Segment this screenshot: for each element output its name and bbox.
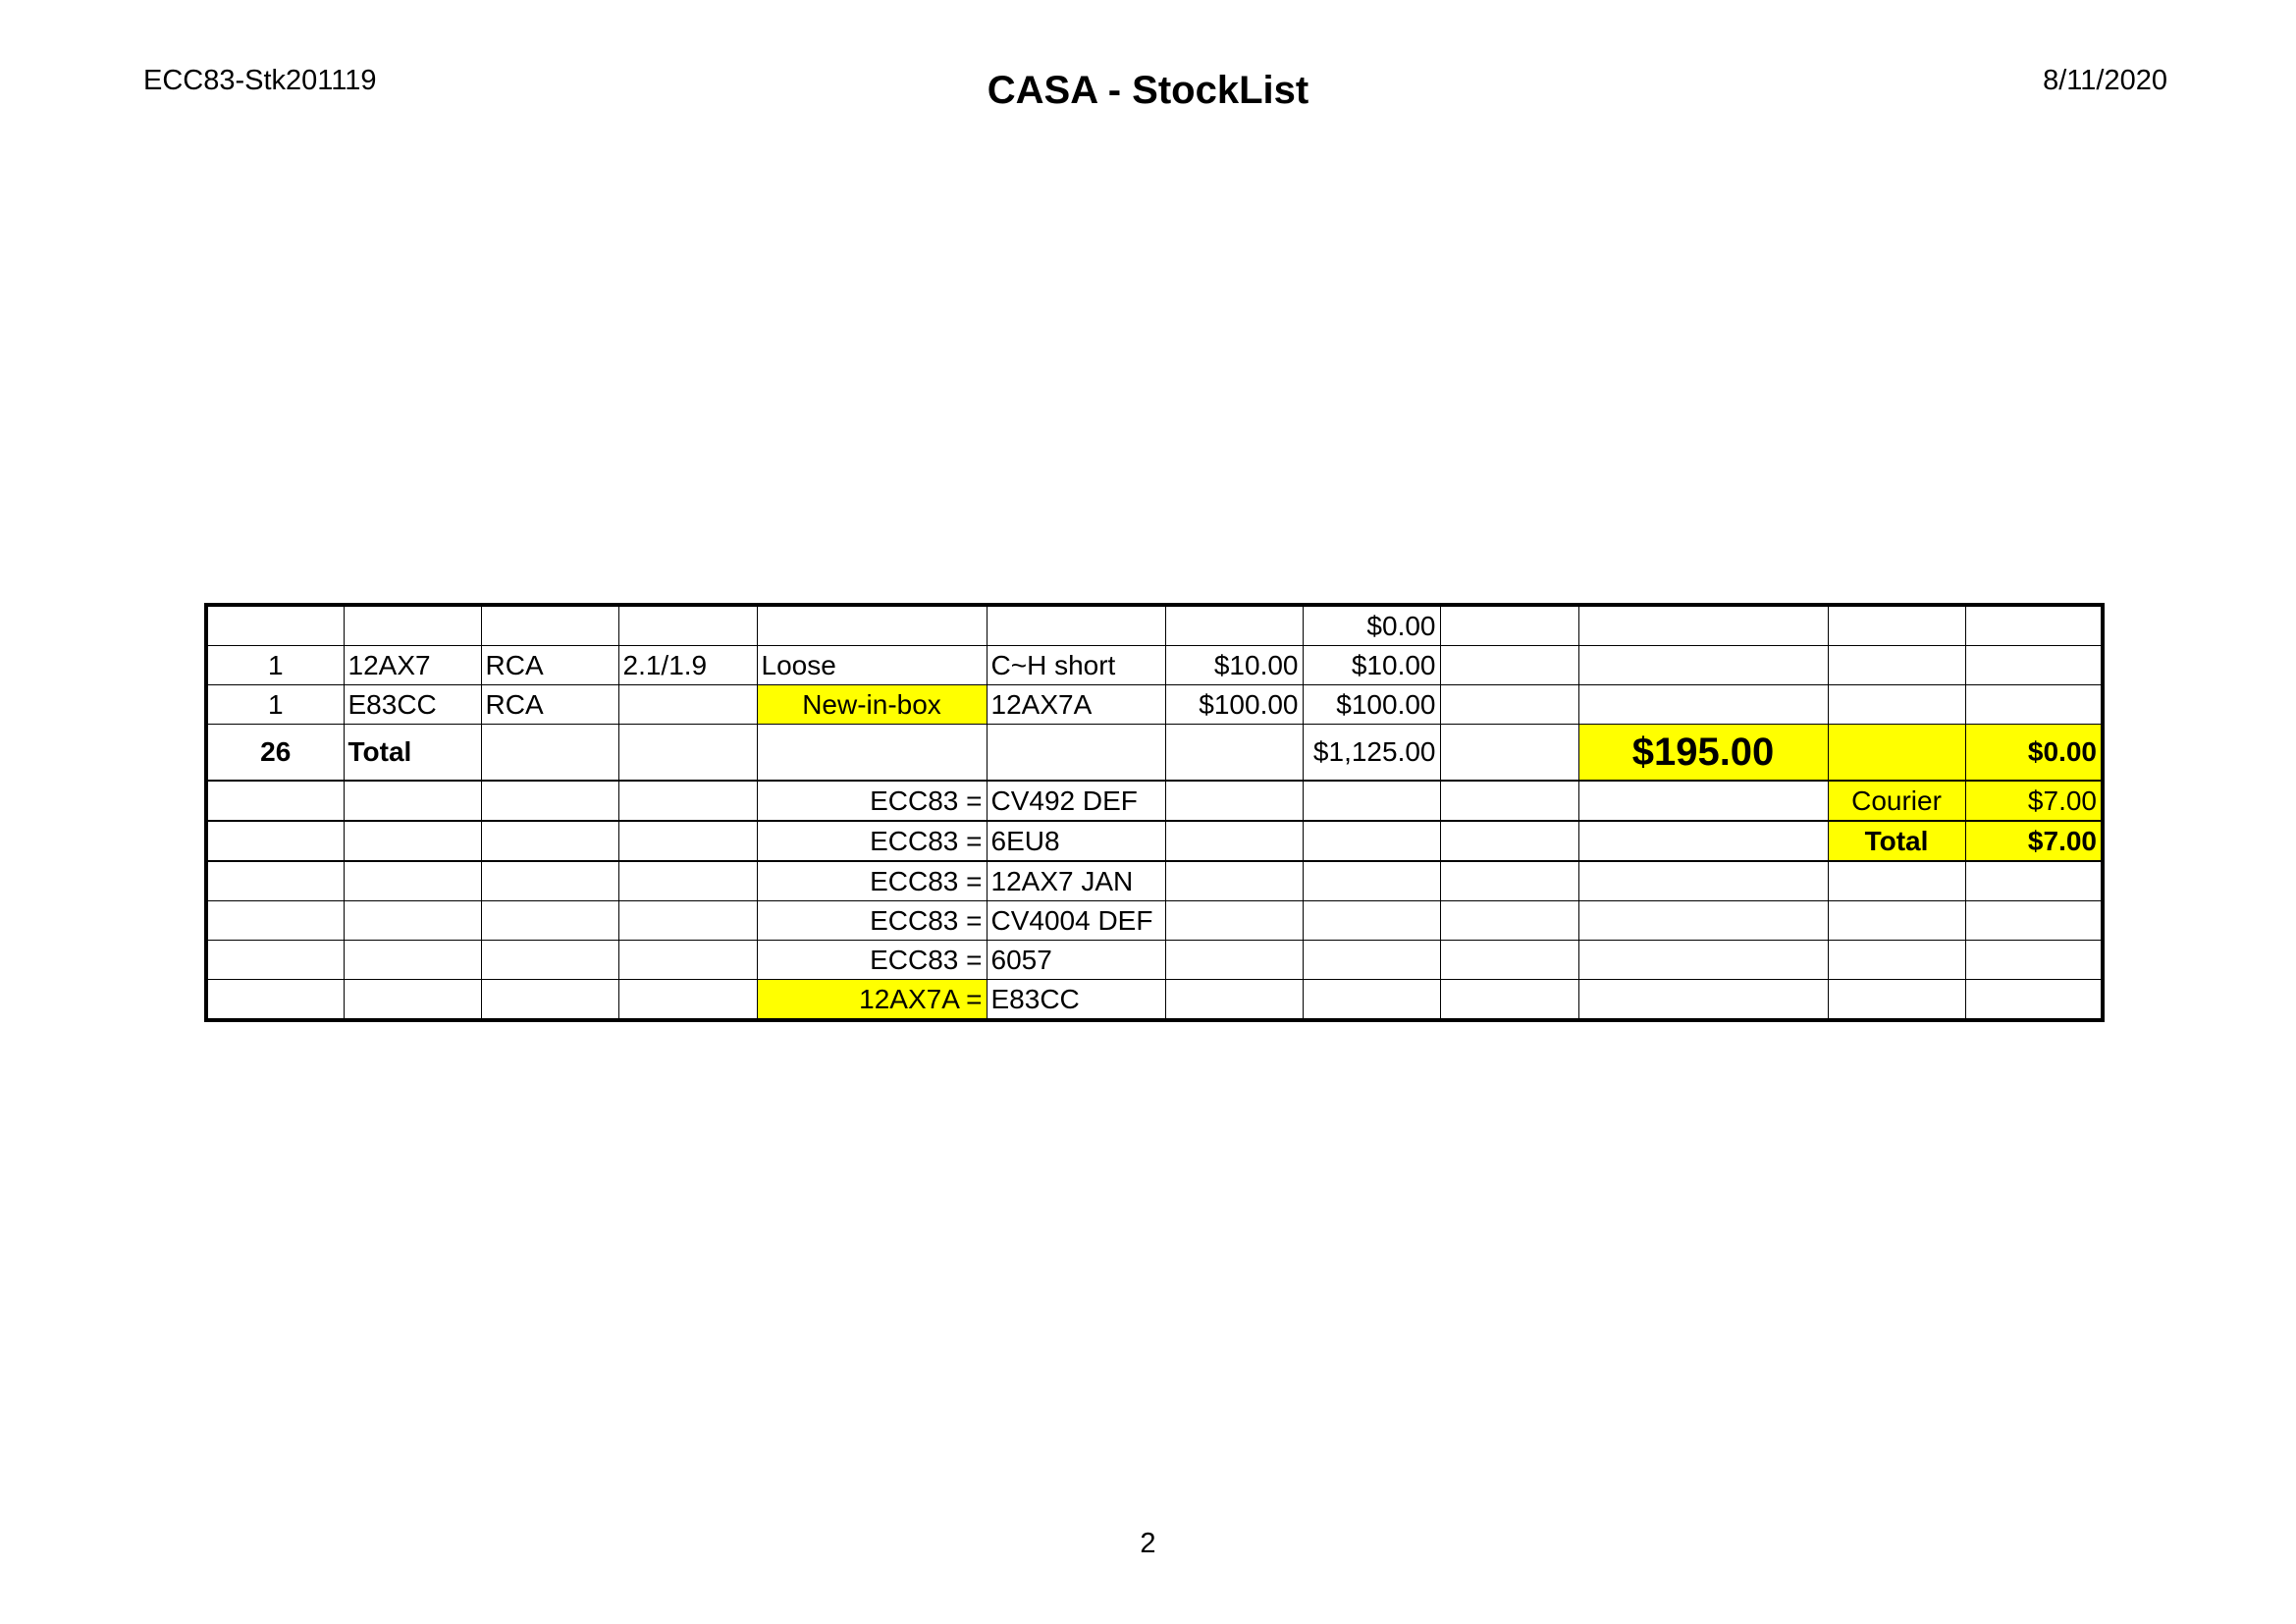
total-label-cell: Total bbox=[344, 725, 481, 782]
price-cell: $10.00 bbox=[1165, 646, 1303, 685]
row-total-cell: $0.00 bbox=[1303, 605, 1440, 646]
qty-cell: 1 bbox=[206, 685, 344, 725]
header-date: 8/11/2020 bbox=[2043, 65, 2167, 96]
equivalent-left-cell: ECC83 = bbox=[757, 821, 987, 861]
equivalent-right-cell: E83CC bbox=[987, 980, 1165, 1021]
row-total-cell: $10.00 bbox=[1303, 646, 1440, 685]
equivalent-left-cell: ECC83 = bbox=[757, 941, 987, 980]
shipping-total-value-cell: $7.00 bbox=[1965, 821, 2103, 861]
equivalent-left-cell: ECC83 = bbox=[757, 781, 987, 821]
page-number: 2 bbox=[1140, 1528, 1156, 1559]
type-cell: E83CC bbox=[344, 685, 481, 725]
table-row bbox=[206, 941, 2103, 980]
table-row bbox=[206, 821, 2103, 861]
table-row-total bbox=[206, 725, 2103, 782]
price-cell: $100.00 bbox=[1165, 685, 1303, 725]
equivalent-right-cell: CV4004 DEF bbox=[987, 901, 1165, 941]
table-row bbox=[206, 685, 2103, 725]
equivalent-right-cell: 6057 bbox=[987, 941, 1165, 980]
equivalent-left-cell-highlighted: 12AX7A = bbox=[757, 980, 987, 1021]
header-filename: ECC83-Stk201119 bbox=[143, 65, 377, 96]
note-cell: 12AX7A bbox=[987, 685, 1165, 725]
equivalent-left-cell: ECC83 = bbox=[757, 901, 987, 941]
equivalent-right-cell: 12AX7 JAN bbox=[987, 861, 1165, 901]
table-row bbox=[206, 781, 2103, 821]
courier-label-cell: Courier bbox=[1828, 781, 1965, 821]
page-title: CASA - StockList bbox=[987, 69, 1309, 112]
pack-cell-highlighted: New-in-box bbox=[757, 685, 987, 725]
table-row bbox=[206, 605, 2103, 646]
brand-cell: RCA bbox=[481, 685, 618, 725]
table-row bbox=[206, 980, 2103, 1021]
type-cell: 12AX7 bbox=[344, 646, 481, 685]
table-row bbox=[206, 861, 2103, 901]
table-row bbox=[206, 901, 2103, 941]
extra-total-cell: $0.00 bbox=[1965, 725, 2103, 782]
equivalent-right-cell: CV492 DEF bbox=[987, 781, 1165, 821]
brand-cell: RCA bbox=[481, 646, 618, 685]
stock-table bbox=[204, 603, 2105, 1022]
sum-total-cell: $1,125.00 bbox=[1303, 725, 1440, 782]
grand-total-cell: $195.00 bbox=[1578, 725, 1828, 782]
test-cell: 2.1/1.9 bbox=[618, 646, 757, 685]
qty-cell: 1 bbox=[206, 646, 344, 685]
shipping-total-label-cell: Total bbox=[1828, 821, 1965, 861]
courier-value-cell: $7.00 bbox=[1965, 781, 2103, 821]
row-total-cell: $100.00 bbox=[1303, 685, 1440, 725]
note-cell: C~H short bbox=[987, 646, 1165, 685]
equivalent-left-cell: ECC83 = bbox=[757, 861, 987, 901]
equivalent-right-cell: 6EU8 bbox=[987, 821, 1165, 861]
pack-cell: Loose bbox=[757, 646, 987, 685]
table-row bbox=[206, 646, 2103, 685]
qty-total-cell: 26 bbox=[206, 725, 344, 782]
